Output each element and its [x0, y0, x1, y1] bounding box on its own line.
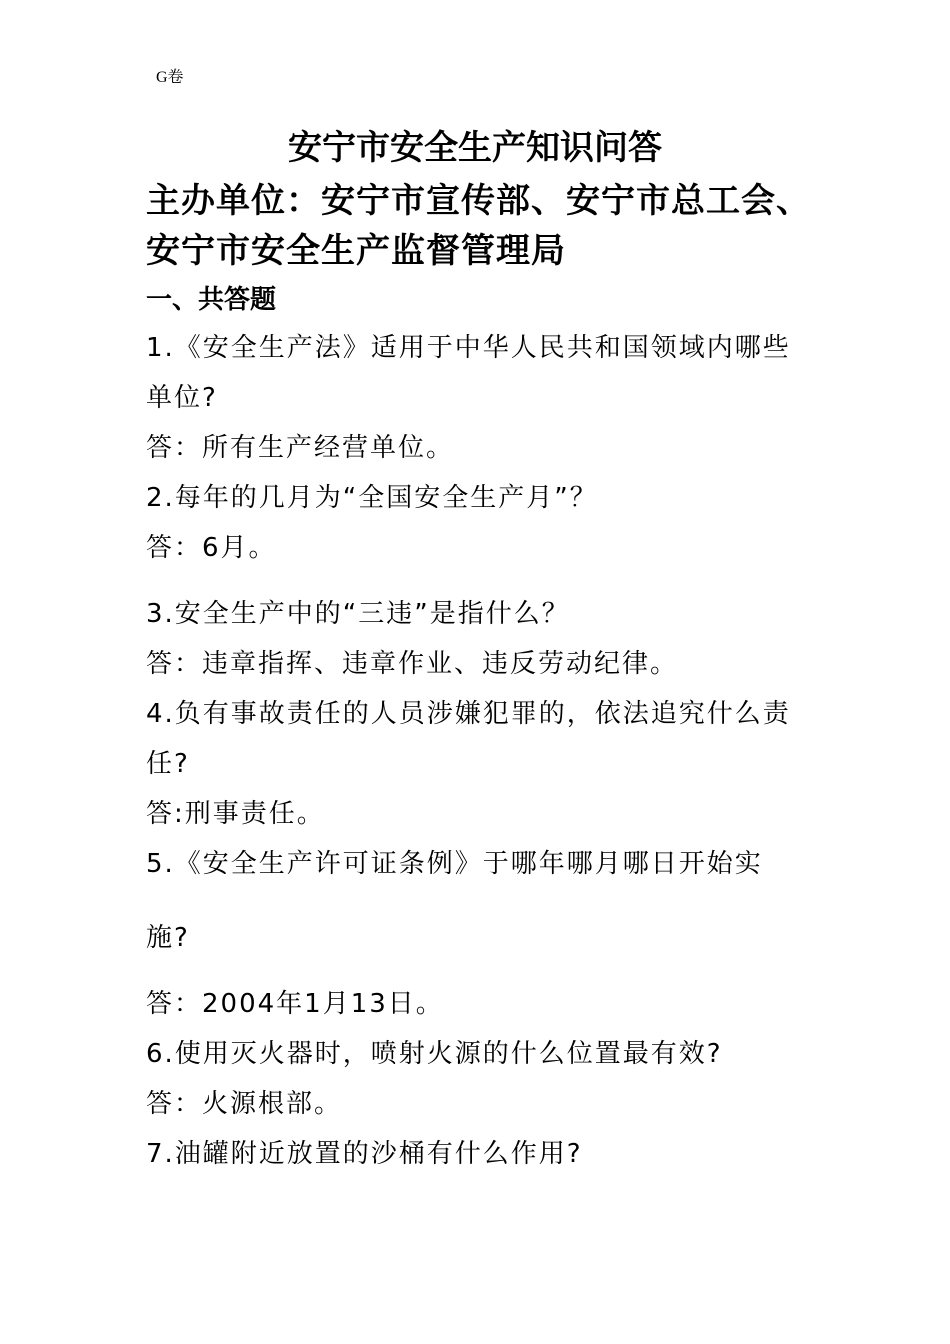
question-7: 7.油罐附近放置的沙桶有什么作用?: [146, 1139, 583, 1169]
answer-2: 答：6月。: [146, 533, 277, 563]
question-3: 3.安全生产中的“三违”是指什么？: [146, 599, 570, 629]
question-4-line-1: 4.负有事故责任的人员涉嫌犯罪的，依法追究什么责: [146, 699, 791, 729]
answer-4: 答:刑事责任。: [146, 799, 325, 829]
organizer-block: [146, 176, 826, 276]
answer-5: 答：2004年1月13日。: [146, 989, 444, 1019]
question-1-line-1: 1.《安全生产法》适用于中华人民共和国领域内哪些: [146, 333, 791, 363]
section-title: 一、共答题: [146, 285, 277, 315]
answer-1: 答：所有生产经营单位。: [146, 433, 455, 463]
question-5-line-1: 5.《安全生产许可证条例》于哪年哪月哪日开始实: [146, 849, 763, 879]
question-4-line-2: 任?: [146, 749, 190, 779]
document-title: 安宁市安全生产知识问答: [288, 128, 662, 168]
answer-6: 答：火源根部。: [146, 1089, 343, 1119]
question-5-line-2: 施?: [146, 923, 190, 953]
question-6: 6.使用灭火器时，喷射火源的什么位置最有效?: [146, 1039, 723, 1069]
organizer-line-1: 主办单位：安宁市宣传部、安宁市总工会、: [146, 181, 811, 221]
paper-version-tag: G卷: [156, 69, 184, 86]
answer-3: 答：违章指挥、违章作业、违反劳动纪律。: [146, 649, 679, 679]
organizer-line-2: 安宁市安全生产监督管理局: [146, 231, 566, 271]
question-2: 2.每年的几月为“全国安全生产月”？: [146, 483, 598, 513]
question-1-line-2: 单位?: [146, 383, 218, 413]
